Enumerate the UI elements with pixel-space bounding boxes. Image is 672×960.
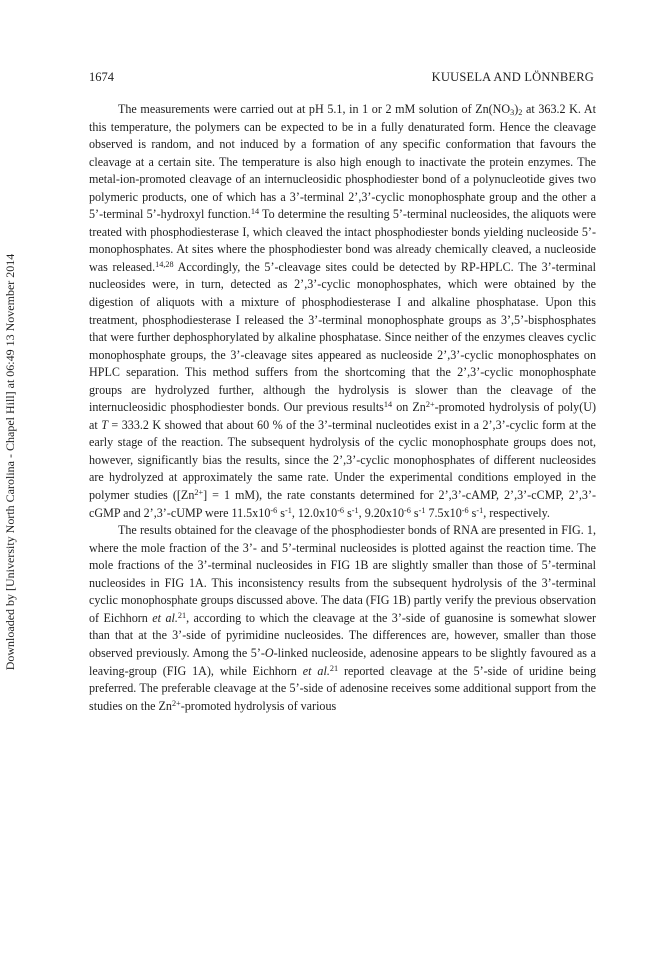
superscript: 2+ [171,698,181,708]
superscript: -6 [461,505,469,515]
subscript: 3 [510,107,515,117]
italic-text: et al. [152,610,178,625]
superscript: 21 [177,610,187,620]
subscript: 2 [518,107,523,117]
paragraph-2 [89,522,596,715]
text-run: -promoted hydrolysis of various [180,698,337,713]
text-run: reported cleavage at the 5’-side of uridine being preferred. The preferable cleavage at the 5’-side of adenosine receives some additional support from the studies on the Zn [89,663,596,713]
superscript: 21 [329,663,339,673]
superscript: -6 [404,505,411,515]
superscript: -6 [270,505,278,515]
text-run: on Zn [392,400,426,415]
text-run: s [468,505,477,520]
text-run: , 9.20x10 [358,505,404,520]
superscript: 14,28 [155,259,174,269]
text-run: s [277,505,285,520]
text-run: The results obtained for the cleavage of the phosphodiester bonds of RNA are presented in FIG. 1, where the mole fraction of the 3’- and 5’-terminal nucleosides is plotted against the reaction time. The mole fractions of the 3’-terminal nucleosides in FIG 1B are slightly smaller than those of 5’-terminal nucleosides in FIG 1A. This inconsistency results from the subsequent hydrolysis of the 3’-terminal cyclic monophosphate groups discussed above. The data (FIG 1B) partly verify the previous observation of Eichhorn [89,523,596,625]
text-run: Accordingly, the 5’-cleavage sites could be detected by RP-HPLC. The 3’-terminal nucleosides were, in turn, detected as 2’,3’-cyclic monophosphates, which were obtained by the digestion of aliquots with a mixture of phosphodiesterase I and alkaline phosphatase. Upon this treatment, phosphodiesterase I released the 3’-terminal monophosphate groups as 3’,5’-bisphosphates that were further dephosphorylated by alkaline phosphatase. Since neither of the enzymes cleaves cyclic monophosphate groups, the 3’-cleavage sites appeared as nucleoside 2’,3’-cyclic monophosphates on HPLC separation. This method suffers from the shortcoming that the 2’,3’-cyclic monophosphate groups are hydrolyzed further, although the hydrolysis is slower than the cleavage of the internucleosidic phosphodiester bonds. Our previous results [89,259,596,415]
running-head: KUUSELA AND LÖNNBERG [431,70,594,84]
italic-text: et al. [302,663,330,678]
superscript: 14 [383,400,393,410]
superscript: 14 [250,207,260,217]
text-run: , respectively. [483,505,550,520]
text-run: The measurements were carried out at pH 5.1, in 1 or 2 mM solution of Zn(NO [118,102,511,116]
text-run: , according to which the cleavage at the 3’-side of guanosine is somewhat slower than that at the 3’-side of pyrimidine nucleosides. The differences are, however, smaller than those observed previously. Among the 5’- [89,610,597,660]
text-run: at 363.2 K. At this temperature, the polymers can be expected to be in a fully denaturated form. Hence the cleavage observed is random, and not induced by a formation of any specific conformation that favours the cleavage at a certain site. The temperature is also high enough to inactivate the protein enzymes. The metal-ion-promoted cleavage of an internucleosidic phosphodiester bond of a polynucleotide gives two polymeric products, one of which has a 3’-terminal 2’,3’-cyclic monophosphate group and the other a 5’-terminal 5’-hydroxyl function. [89,102,596,222]
page-number: 1674 [89,70,114,84]
body-text [89,101,596,715]
superscript: -1 [476,505,484,515]
superscript: -1 [351,505,359,515]
superscript: -1 [284,505,292,515]
download-watermark: Downloaded by [University North Carolina - Chapel Hill] at 06:49 13 November 2014 [3,253,17,671]
text-run: s [344,505,352,520]
superscript: 2+ [425,400,435,410]
text-run: ) [514,102,519,116]
superscript: -1 [418,505,426,515]
text-run: 7.5x10 [425,505,462,520]
text-run: s [410,505,419,520]
text-run: To determine the resulting 5’-terminal nucleosides, the aliquots were treated with phosphodiesterase I, which cleaved the intact phosphodiester bonds yielding nucleoside 5’-monophosphates. At sites where the phosphodiester bond was already chemically cleaved, a nucleoside was released. [89,207,596,274]
paragraph-1 [89,101,596,522]
text-run: = 333.2 K showed that about 60 % of the 3’-terminal nucleotides exist in a 2’,3’-cyclic form at the early stage of the reaction. The subsequent hydrolysis of the cyclic monophosphate groups does not, however, significantly bias the results, since the 2’,3’-cyclic monophosphates of different nucleosides are hydrolyzed at approximately the same rate. Under the experimental conditions employed in the polymer studies ([Zn [89,417,596,503]
superscript: 2+ [194,487,204,497]
italic-text: O [264,645,274,660]
text-run: ] = 1 mM), the rate constants determined for 2’,3’-cAMP, 2’,3’-cCMP, 2’,3’-cGMP and 2’,3’-cUMP were 11.5x10 [89,488,596,520]
superscript: -6 [337,505,345,515]
text-run: -linked nucleoside, adenosine appears to be slightly favoured as a leaving-group (FIG 1A), while Eichhorn [89,645,596,678]
text-run: -promoted hydrolysis of poly(U) at [89,400,596,432]
text-run: , 12.0x10 [291,505,338,520]
italic-text: T [101,417,108,432]
